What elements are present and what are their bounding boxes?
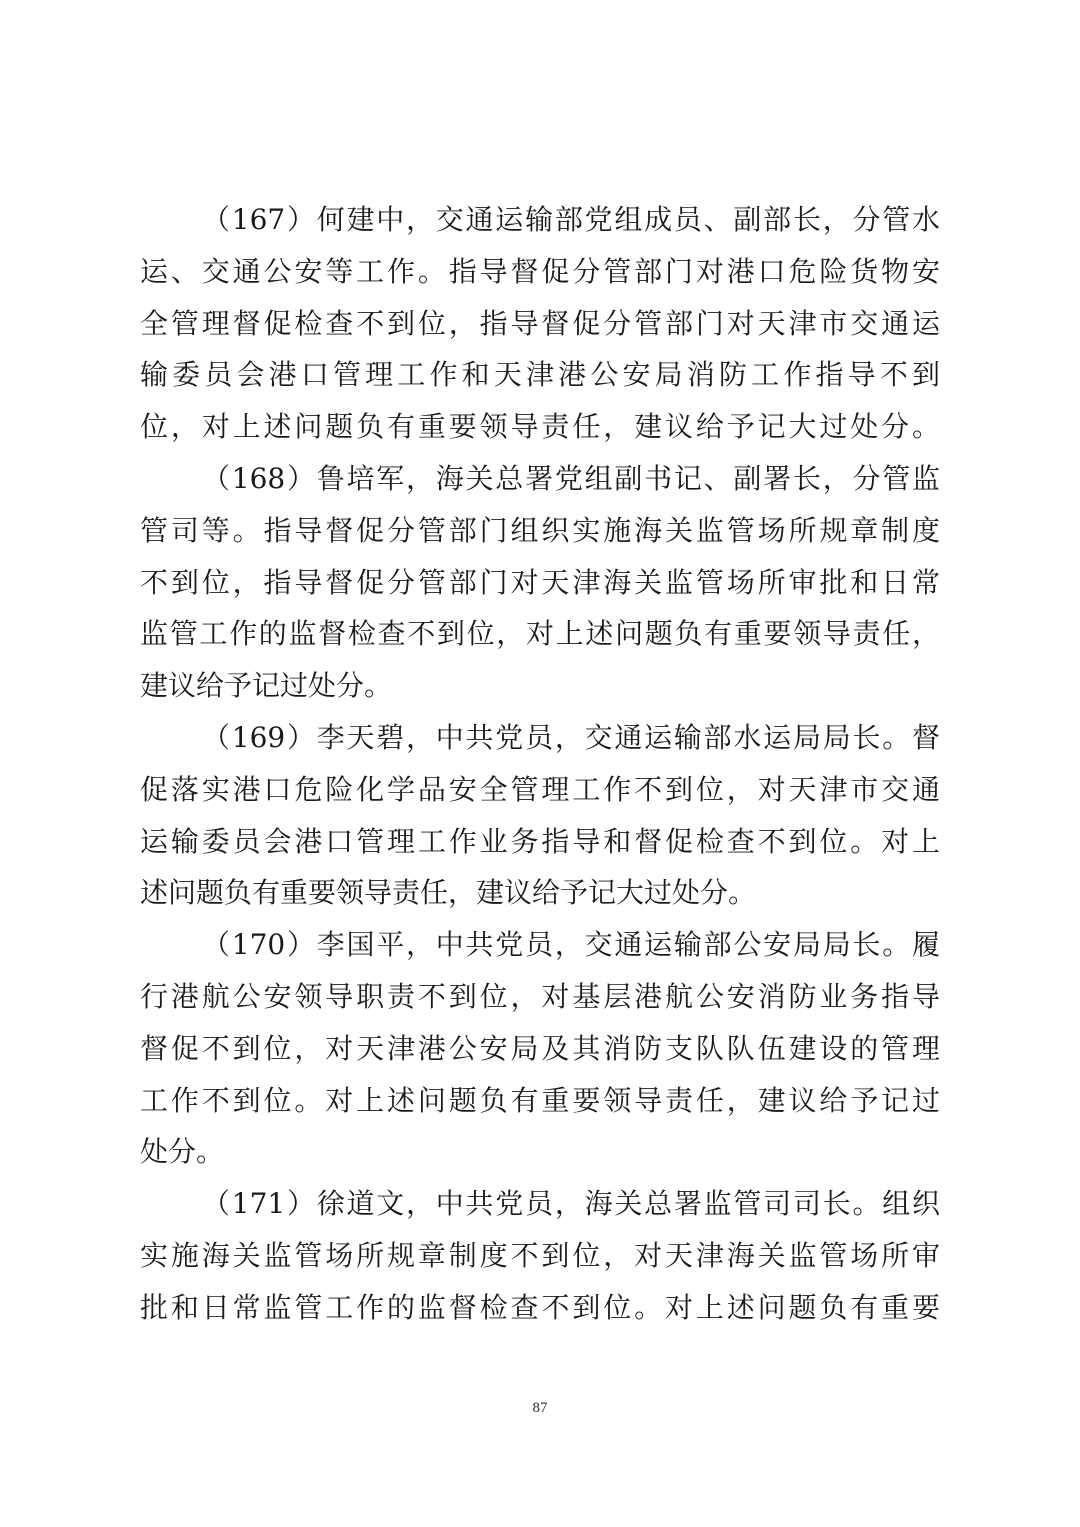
- text-line: 实施海关监管场所规章制度不到位，对天津海关监管场所审: [140, 1238, 940, 1272]
- text-line: 全管理督促检查不到位，指导督促分管部门对天津市交通运: [140, 306, 940, 340]
- text-line: 促落实港口危险化学品安全管理工作不到位，对天津市交通: [140, 772, 940, 806]
- text-line: 行港航公安领导职责不到位，对基层港航公安消防业务指导: [140, 979, 940, 1013]
- document-body: [140, 194, 940, 1334]
- text-line: （168）鲁培军，海关总署党组副书记、副署长，分管监: [202, 461, 940, 495]
- paragraph: [140, 919, 940, 1178]
- text-line: （169）李天碧，中共党员，交通运输部水运局局长。督: [202, 720, 940, 754]
- text-line: 督促不到位，对天津港公安局及其消防支队队伍建设的管理: [140, 1031, 940, 1065]
- text-line: 管司等。指导督促分管部门组织实施海关监管场所规章制度: [140, 513, 940, 547]
- text-line: 不到位，指导督促分管部门对天津海关监管场所审批和日常: [140, 565, 940, 599]
- paragraph: [140, 712, 940, 919]
- text-line: 工作不到位。对上述问题负有重要领导责任，建议给予记过: [140, 1083, 940, 1117]
- text-line: 处分。: [140, 1135, 225, 1169]
- text-line: 运输委员会港口管理工作业务指导和督促检查不到位。对上: [140, 824, 940, 858]
- text-line: （167）何建中，交通运输部党组成员、副部长，分管水: [202, 203, 940, 236]
- text-line: （170）李国平，中共党员，交通运输部公安局局长。履: [202, 928, 940, 962]
- text-line: 位，对上述问题负有重要领导责任，建议给予记大过处分。: [140, 410, 940, 444]
- paragraph: [140, 453, 940, 712]
- text-line: 述问题负有重要领导责任，建议给予记大过处分。: [140, 876, 757, 910]
- page-number: 87: [532, 1400, 548, 1416]
- text-line: 批和日常监管工作的监督检查不到位。对上述问题负有重要: [140, 1290, 940, 1324]
- text-line: 监管工作的监督检查不到位，对上述问题负有重要领导责任，: [140, 617, 940, 651]
- text-line: （171）徐道文，中共党员，海关总署监管司司长。组织: [202, 1187, 940, 1221]
- paragraph: [140, 194, 940, 453]
- text-line: 运、交通公安等工作。指导督促分管部门对港口危险货物安: [140, 254, 940, 288]
- text-line: 建议给予记过处分。: [140, 669, 393, 703]
- text-line: 输委员会港口管理工作和天津港公安局消防工作指导不到: [140, 358, 940, 392]
- paragraph: [140, 1178, 940, 1333]
